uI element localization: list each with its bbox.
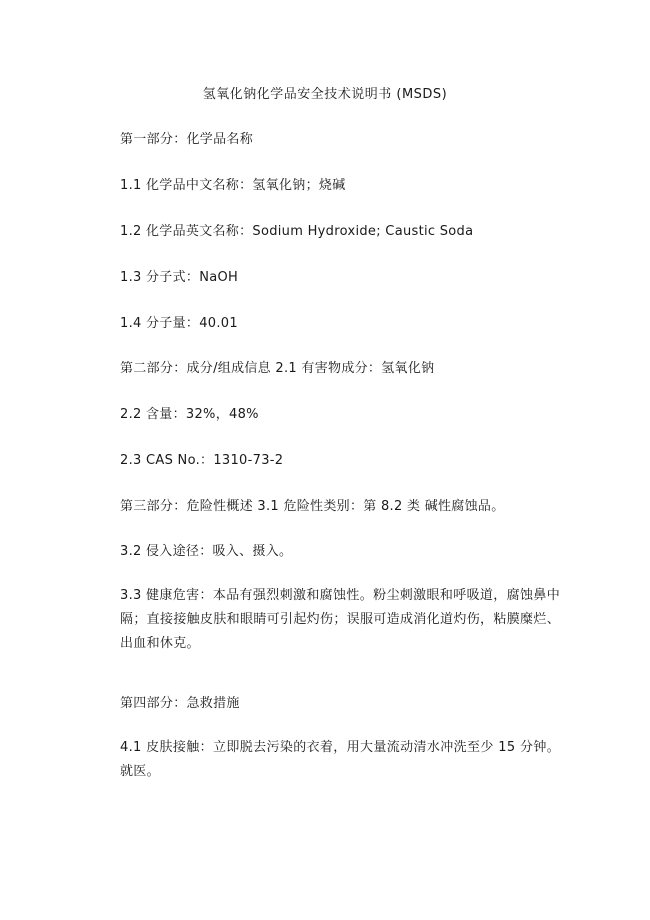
item-1-2: 1.2 化学品英文名称：Sodium Hydroxide; Caustic Soda — [120, 224, 474, 239]
item-1-3: 1.3 分子式：NaOH — [120, 270, 239, 285]
item-2-2: 2.2 含量：32%，48% — [120, 407, 259, 422]
item-4-1-skin-contact: 4.1 皮肤接触：立即脱去污染的衣着，用大量流动清水冲洗至少 15 分钟。就医。 — [120, 740, 560, 779]
item-3-3-health-hazard: 3.3 健康危害：本品有强烈刺激和腐蚀性。粉尘刺激眼和呼吸道，腐蚀鼻中隔；直接接触皮肤和眼睛可引起灼伤；误服可造成消化道灼伤，粘膜糜烂、出血和休克。 — [120, 588, 560, 651]
section-2-heading: 第二部分：成分/组成信息 2.1 有害物成分：氢氧化钠 — [120, 361, 435, 376]
document-title: 氢氧化钠化学品安全技术说明书 (MSDS) — [202, 87, 448, 102]
section-4-heading: 第四部分：急救措施 — [120, 696, 240, 711]
item-1-4: 1.4 分子量：40.01 — [120, 316, 238, 331]
item-3-2: 3.2 侵入途径：吸入、摄入。 — [120, 544, 293, 559]
item-1-1: 1.1 化学品中文名称：氢氧化钠；烧碱 — [120, 178, 346, 193]
section-1-heading: 第一部分：化学品名称 — [120, 132, 254, 147]
section-3-heading: 第三部分：危险性概述 3.1 危险性类别：第 8.2 类 碱性腐蚀品。 — [120, 499, 505, 514]
item-2-3: 2.3 CAS No.：1310-73-2 — [120, 453, 284, 468]
